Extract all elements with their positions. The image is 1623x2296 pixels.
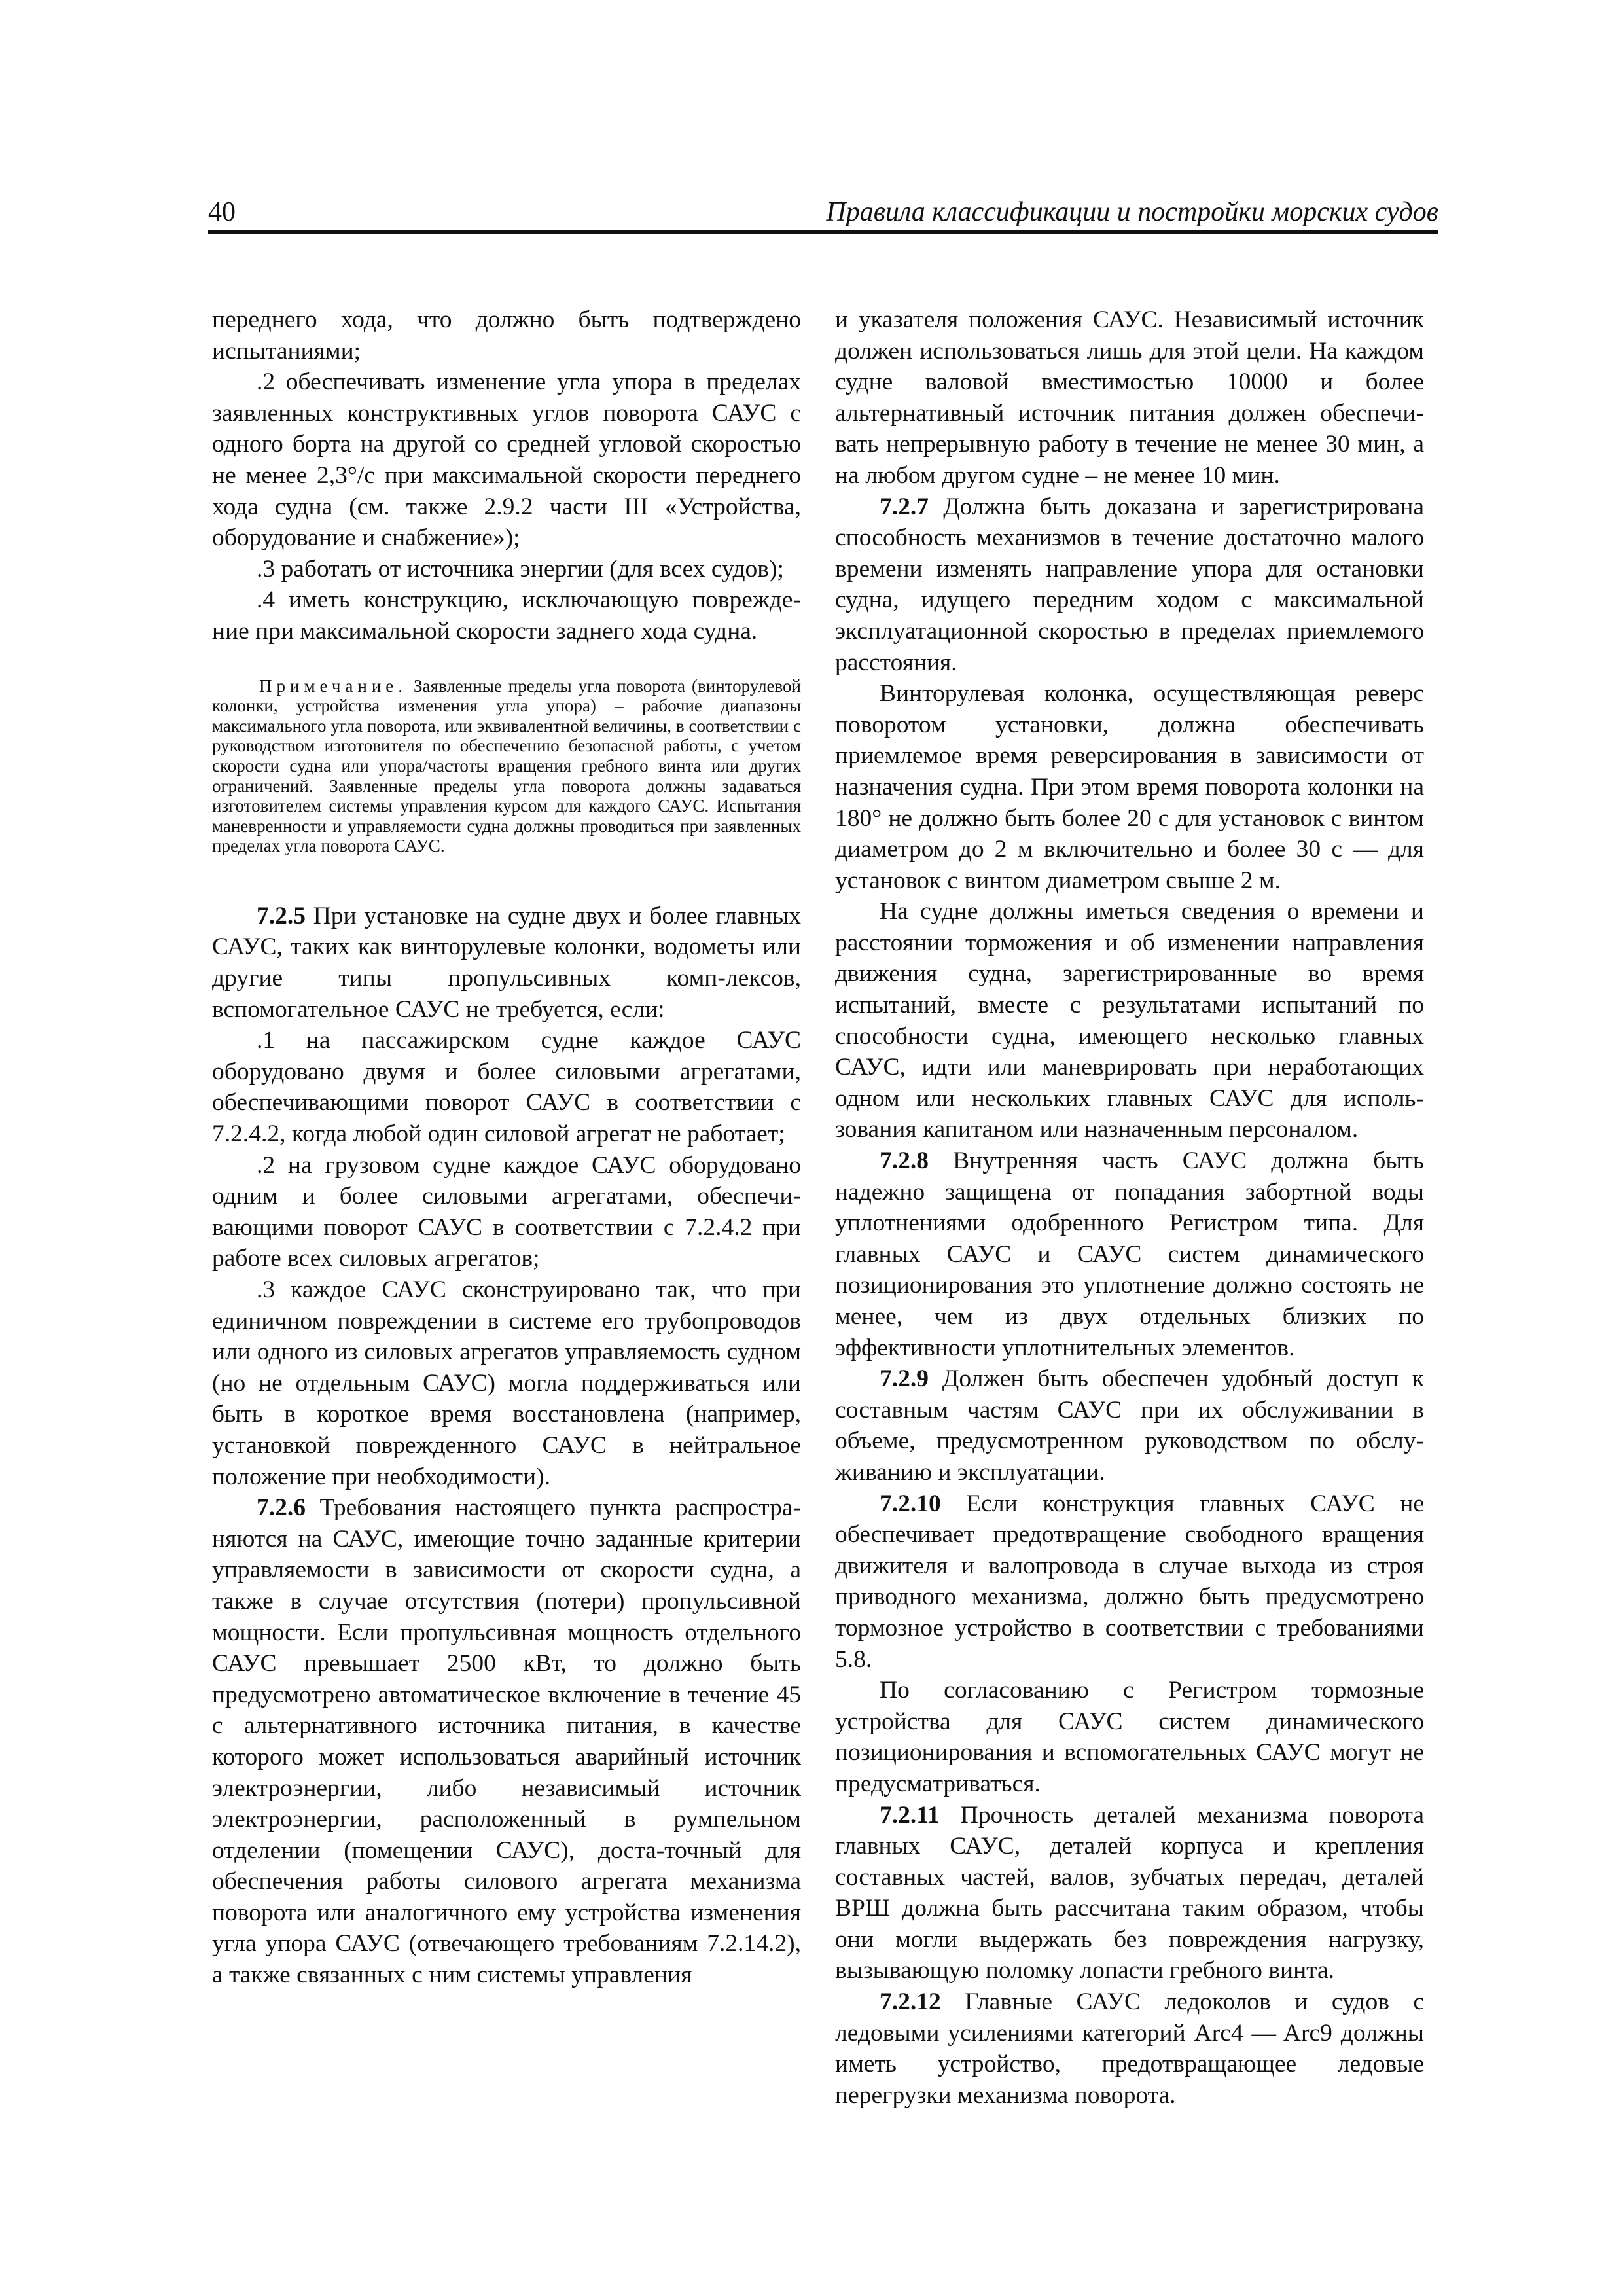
section-7-2-11 <box>835 1800 1424 1987</box>
running-title: Правила классификации и постройки морских судов <box>826 197 1438 227</box>
section-text: Главные САУС ледоколов и судов с ледовыми усилениями категорий Arc4 — Arc9 должны иметь устройство, предотвращающее ледовые перегрузки механизма поворота. <box>835 1988 1424 2109</box>
section-number: 7.2.11 <box>880 1801 940 1829</box>
paragraph: .4 иметь конструкцию, исключающую поврежде-ние при максимальной скорости заднего хода судна. <box>212 586 801 645</box>
section-text: Если конструкция главных САУС не обеспечивает предотвращение свободного вращения движителя и валопровода в случае выхода из строя приводного механизма, должно быть предусмотрено тормозное устройство в соответствии с требованиями 5.8. <box>835 1490 1425 1673</box>
paragraph: По согласованию с Регистром тормозные устройства для САУС систем динамического позиционирования и вспомогательных САУС могут не предусматриваться. <box>835 1677 1424 1797</box>
paragraph: На судне должны иметься сведения о времени и расстоянии торможения и об изменении направления движения судна, зарегистрированные во время испытаний, вместе с результатами испытаний по способности судна, имеющего несколько главных САУС, идти или маневрировать при неработающих одном или нескольких главных САУС для исполь-зования капитаном или назначенным персоналом. <box>835 898 1424 1143</box>
paragraph: и указателя положения САУС. Независимый источник должен использоваться лишь для этой цели. На каждом судне валовой вместимостью 10000 и более альтернативный источник питания должен обеспечи-вать непрерывную работу в течение не менее 30 мин, а на любом другом судне – не менее 10 мин. <box>835 306 1424 489</box>
section-7-2-5 <box>212 901 801 1025</box>
section-text: Внутренняя часть САУС должна быть надежно защищена от попадания забортной воды уплотнениями одобренного Регистром типа. Для главных САУС и САУС систем динамического позиционирования это уплотнение должно состоять не менее, чем из двух отдельных близких по эффективности уплотнительных элементов. <box>835 1147 1425 1361</box>
section-number: 7.2.5 <box>257 902 306 929</box>
section-number: 7.2.8 <box>880 1147 929 1175</box>
note-block <box>212 676 801 856</box>
page-number: 40 <box>208 197 236 227</box>
list-item: .3 каждое САУС сконструировано так, что при единичном повреждении в системе его трубопроводов или одного из силовых агрегатов управляемость судном (но не отдельным САУС) могла поддерживаться или быть в короткое время восстановлена (например, установкой поврежденного САУС в нейтральное положение при необходимости). <box>212 1276 801 1490</box>
section-7-2-6 <box>212 1492 801 1991</box>
right-column <box>835 304 1424 2111</box>
paragraph: переднего хода, что должно быть подтверждено испытаниями; <box>212 306 801 365</box>
paragraph: .3 работать от источника энергии (для всех судов); <box>257 555 784 583</box>
left-column <box>212 304 801 1991</box>
section-7-2-12 <box>835 1986 1424 2111</box>
section-7-2-10 <box>835 1488 1424 1676</box>
section-text: При установке на судне двух и более главных САУС, таких как винторулевые колонки, водометы или другие типы пропульсивных комп-лексов, вспомогательное САУС не требуется, если: <box>212 902 801 1023</box>
section-number: 7.2.12 <box>880 1988 941 2016</box>
list-item: .2 на грузовом судне каждое САУС оборудовано одним и более силовыми агрегатами, обеспечи-вающими поворот САУС в соответствии с 7.2.4.2 при работе всех силовых агрегатов; <box>212 1151 801 1272</box>
section-text: Должна быть доказана и зарегистрирована способность механизмов в течение достаточно малого времени изменять направление упора для остановки судна, идущего передним ходом с максимальной эксплуатационной скоростью в пределах приемлемого расстояния. <box>835 493 1424 676</box>
paragraph: .2 обеспечивать изменение угла упора в пределах заявленных конструктивных углов поворота САУС с одного борта на другой со средней угловой скоростью не менее 2,3°/с при максимальной скорости переднего хода судна (см. также 2.9.2 части III «Устройства, оборудование и снабжение»); <box>212 368 801 552</box>
note-label: Примечание. <box>259 675 408 696</box>
page-header <box>208 196 1438 234</box>
section-7-2-8 <box>835 1145 1424 1363</box>
list-item: .1 на пассажирском судне каждое САУС оборудовано двумя и более силовыми агрегатами, обеспечивающими поворот САУС в соответствии с 7.2.4.2, когда любой один силовой агрегат не работает; <box>212 1027 801 1148</box>
section-text: Должен быть обеспечен удобный доступ к составным частям САУС при их обслуживании в объеме, предусмотренном руководством по обслу-живанию и эксплуатации. <box>835 1365 1424 1486</box>
section-number: 7.2.7 <box>880 493 929 520</box>
section-text: Требования настоящего пункта распростра-няются на САУС, имеющие точно заданные критерии управляемости в зависимости от скорости судна, а также в случае отсутствия (потери) пропульсивной мощности. Если пропульсивная мощность отдельного САУС превышает 2500 кВт, то должно быть предусмотрено автоматическое включение в течение 45 с альтернативного источника питания, в качестве которого может использоваться аварийный источник электроэнергии, либо независимый источник электроэнергии, расположенный в румпельном отделении (помещении САУС), доста-точный для обеспечения работы силового агрегата механизма поворота или аналогичного ему устройства изменения угла упора САУС (отвечающего требованиям 7.2.14.2), а также связанных с ним системы управления <box>212 1494 801 1989</box>
note-text: Заявленные пределы угла поворота (винторулевой колонки, устройства изменения угла упора) – рабочие диапазоны максимального угла поворота, или эквивалентной величины, в соответствии с руководством изготовителя по обеспечению безопасной работы, с учетом скорости судна или упора/частоты вращения гребного винта или других ограничений. Заявленные пределы угла поворота должны задаваться изготовителем системы управления курсом для каждого САУС. Испытания маневренности и управляемости судна должны проводиться при заявленных пределах угла поворота САУС. <box>212 675 802 856</box>
section-number: 7.2.10 <box>880 1490 941 1517</box>
section-7-2-9 <box>835 1363 1424 1488</box>
section-text: Прочность деталей механизма поворота главных САУС, деталей корпуса и крепления составных частей, валов, зубчатых передач, деталей ВРШ должна быть рассчитана таким образом, чтобы они могли выдержать без повреждения нагрузку, вызывающую поломку лопасти гребного винта. <box>835 1801 1424 1984</box>
section-number: 7.2.6 <box>257 1494 306 1522</box>
section-number: 7.2.9 <box>880 1365 929 1393</box>
paragraph: Винторулевая колонка, осуществляющая реверс поворотом установки, должна обеспечивать приемлемое время реверсирования в зависимости от назначения судна. При этом время поворота колонки на 180° не должно быть более 20 с для установок с винтом диаметром до 2 м включительно и более 30 с — для установок с винтом диаметром свыше 2 м. <box>835 680 1424 894</box>
section-7-2-7 <box>835 492 1424 679</box>
